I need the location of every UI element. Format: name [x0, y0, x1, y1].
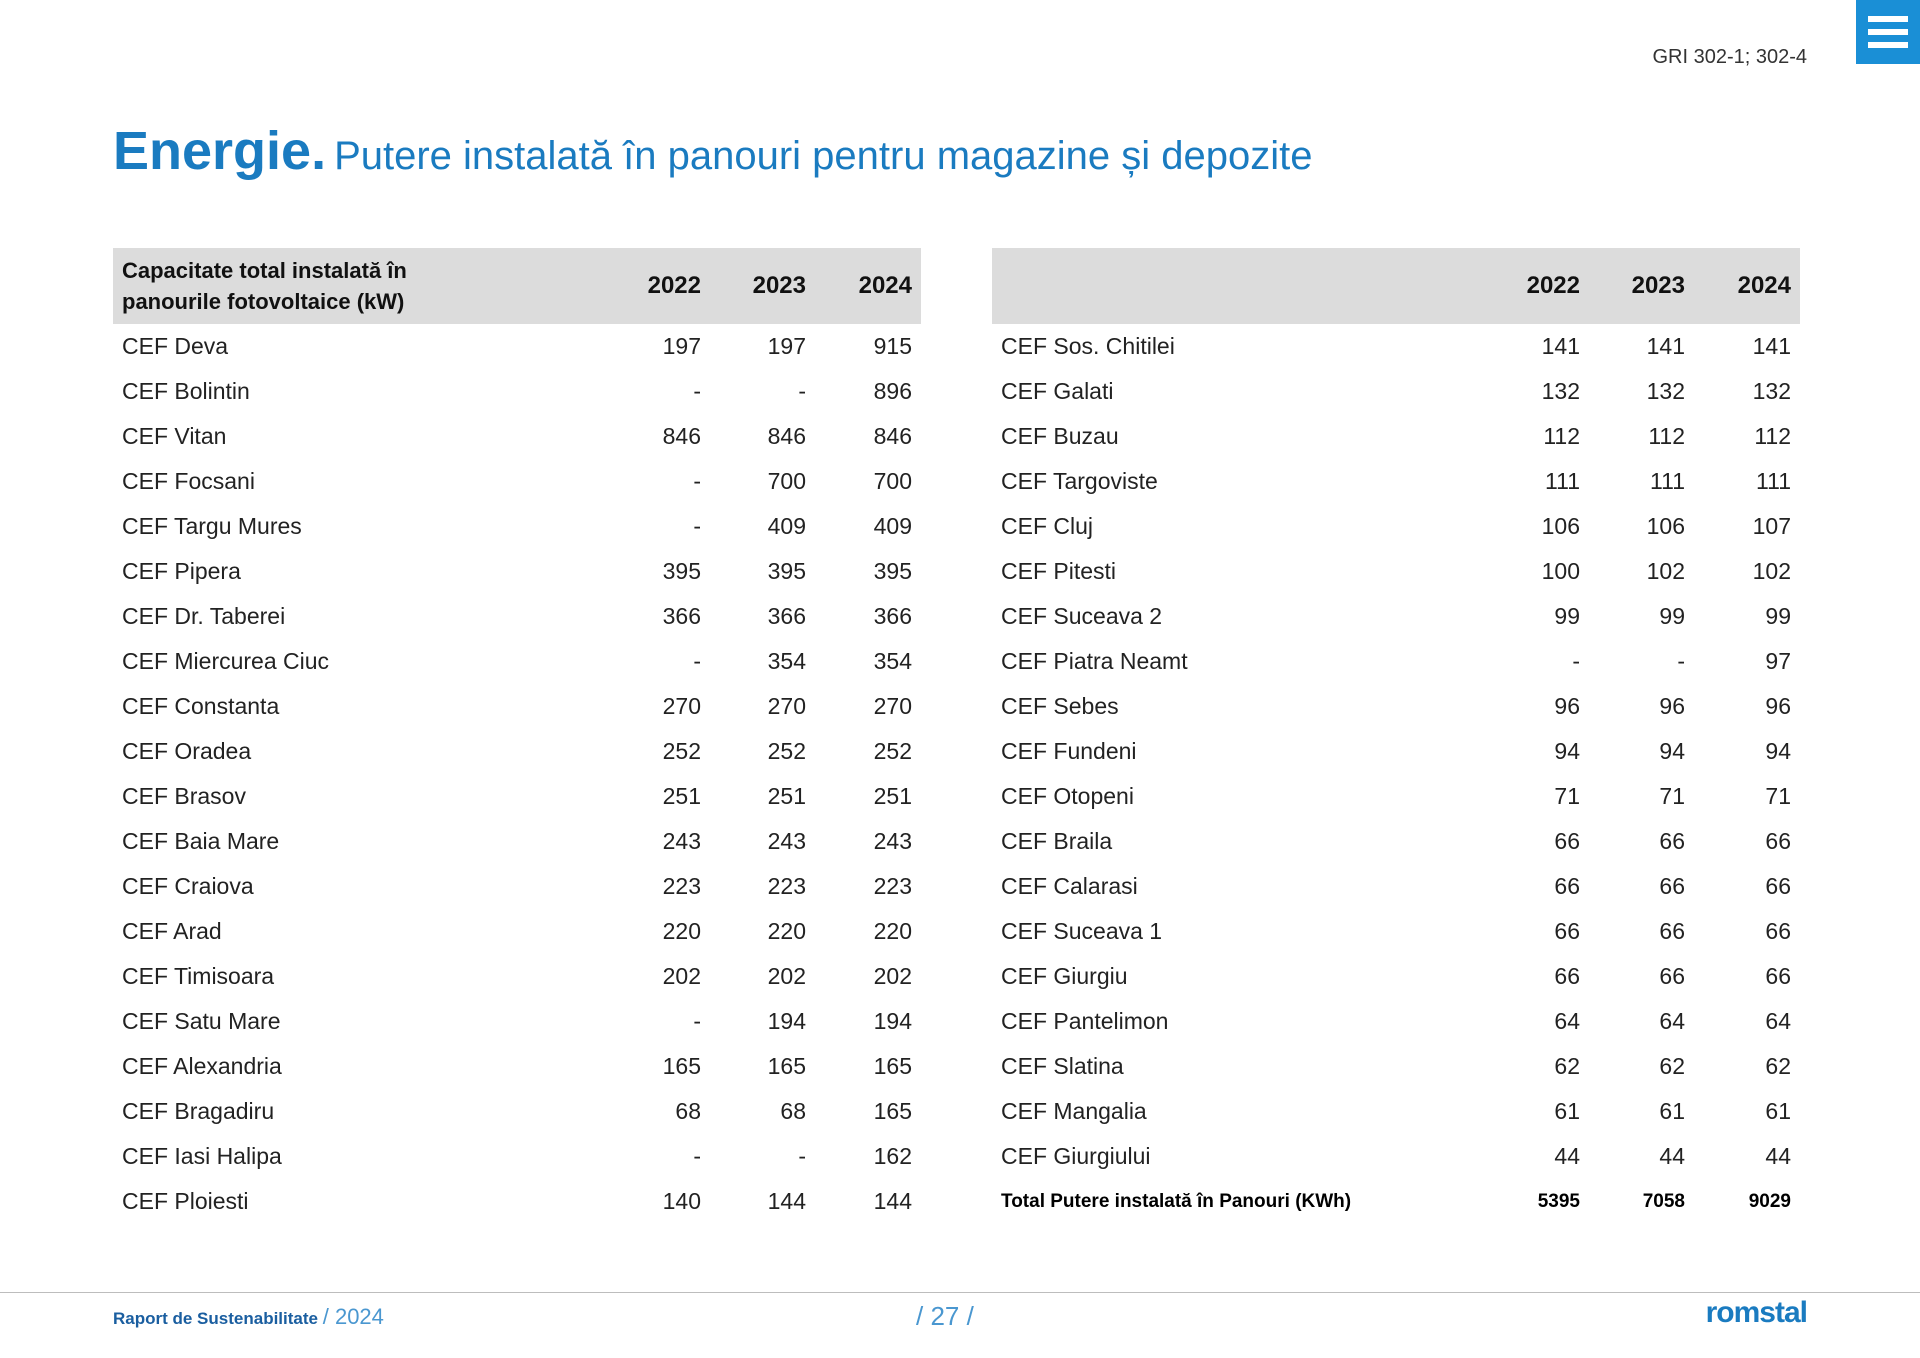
value-2023: 112	[1648, 423, 1685, 449]
value-2023: 194	[767, 1008, 806, 1034]
table-row	[992, 684, 1800, 729]
row-name: CEF Giurgiu	[1001, 963, 1128, 989]
table-row	[992, 324, 1800, 369]
value-2022: 223	[662, 873, 701, 899]
value-2022: 44	[1554, 1143, 1580, 1169]
value-2024: 61	[1765, 1098, 1791, 1124]
row-name: CEF Giurgiului	[1001, 1143, 1151, 1169]
value-2022: 100	[1541, 558, 1580, 584]
total-label: Total Putere instalată în Panouri (KWh)	[1001, 1190, 1352, 1212]
value-2023: 202	[767, 963, 806, 989]
value-2023: 132	[1646, 378, 1685, 404]
value-2024: 243	[873, 828, 912, 854]
value-2024: 112	[1754, 423, 1791, 449]
table-row	[992, 864, 1800, 909]
value-2022: 111	[1545, 468, 1580, 494]
value-2022: -	[693, 1008, 701, 1034]
value-2022: 243	[662, 828, 701, 854]
value-2023: 66	[1659, 963, 1685, 989]
value-2022: 71	[1554, 783, 1580, 809]
value-2022: -	[693, 513, 701, 539]
value-2023: 66	[1659, 918, 1685, 944]
row-name: CEF Mangalia	[1001, 1098, 1147, 1124]
value-2023: 243	[767, 828, 806, 854]
row-name: CEF Suceava 1	[1001, 918, 1163, 944]
row-name: CEF Vitan	[122, 423, 227, 449]
value-2024: 915	[873, 333, 912, 359]
total-row	[992, 1179, 1800, 1224]
value-2023: 99	[1659, 603, 1685, 629]
row-name: CEF Brasov	[122, 783, 246, 809]
row-name: CEF Targu Mures	[122, 513, 302, 539]
value-2024: 220	[873, 918, 912, 944]
value-2022: 96	[1554, 693, 1580, 719]
table-row	[992, 639, 1800, 684]
value-2022: 252	[662, 738, 701, 764]
row-name: CEF Galati	[1001, 378, 1114, 404]
year-header-2023: 2023	[752, 272, 806, 299]
table-row	[992, 999, 1800, 1044]
value-2024: 165	[873, 1053, 912, 1079]
row-name: CEF Pantelimon	[1001, 1008, 1169, 1034]
value-2024: 251	[873, 783, 912, 809]
value-2024: 846	[873, 423, 912, 449]
value-2022: 112	[1543, 423, 1580, 449]
table-row	[113, 774, 921, 819]
year-header-2024: 2024	[858, 272, 912, 299]
table-row	[113, 909, 921, 954]
value-2024: 700	[873, 468, 912, 494]
row-name: CEF Arad	[122, 918, 222, 944]
value-2022: 62	[1554, 1053, 1580, 1079]
value-2023: 68	[780, 1098, 806, 1124]
value-2024: 202	[873, 963, 912, 989]
row-name: CEF Bragadiru	[122, 1098, 275, 1124]
row-name: CEF Alexandria	[122, 1053, 282, 1079]
table-header-label: Capacitate total instalată în panourile fotovoltaice (kW)	[122, 258, 407, 314]
table-header-row	[992, 248, 1800, 324]
table-row	[992, 1089, 1800, 1134]
table-row	[113, 369, 921, 414]
value-2023: 44	[1659, 1143, 1685, 1169]
value-2023: 846	[767, 423, 806, 449]
value-2023: 111	[1650, 468, 1685, 494]
value-2024: 162	[873, 1143, 912, 1169]
report-year-sep: /	[322, 1304, 335, 1329]
value-2024: 94	[1765, 738, 1791, 764]
table-row	[113, 324, 921, 369]
value-2024: 66	[1765, 873, 1791, 899]
title-strong: Energie.	[113, 121, 327, 181]
value-2024: 141	[1752, 333, 1791, 359]
table-row	[113, 1134, 921, 1179]
row-name: CEF Miercurea Ciuc	[122, 648, 330, 674]
row-name: CEF Dr. Taberei	[122, 603, 286, 629]
value-2022: 202	[662, 963, 701, 989]
row-name: CEF Timisoara	[122, 963, 275, 989]
value-2024: 64	[1765, 1008, 1791, 1034]
value-2024: 354	[873, 648, 912, 674]
table-row	[113, 1179, 921, 1224]
row-name: CEF Targoviste	[1001, 468, 1158, 494]
table-header-row	[113, 248, 921, 324]
value-2022: -	[693, 468, 701, 494]
table-row	[992, 954, 1800, 999]
value-2023: 141	[1646, 333, 1685, 359]
value-2023: 409	[767, 513, 806, 539]
row-name: CEF Bolintin	[122, 378, 250, 404]
table-row	[113, 504, 921, 549]
value-2022: 141	[1541, 333, 1580, 359]
value-2022: 66	[1554, 963, 1580, 989]
page-number-value: 27	[930, 1301, 960, 1331]
value-2024: 252	[873, 738, 912, 764]
table-row	[992, 414, 1800, 459]
value-2024: 66	[1765, 918, 1791, 944]
row-name: CEF Pitesti	[1001, 558, 1117, 584]
value-2023: 106	[1646, 513, 1685, 539]
value-2022: 61	[1554, 1098, 1580, 1124]
value-2023: 197	[767, 333, 806, 359]
value-2023: 66	[1659, 828, 1685, 854]
value-2022: 132	[1541, 378, 1580, 404]
value-2022: 165	[662, 1053, 701, 1079]
row-name: CEF Constanta	[122, 693, 280, 719]
gri-reference: GRI 302-1; 302-4	[1652, 46, 1807, 68]
value-2022: 66	[1554, 918, 1580, 944]
value-2022: 66	[1554, 873, 1580, 899]
capacity-table-left	[113, 248, 921, 1224]
value-2024: 62	[1765, 1053, 1791, 1079]
page-number: / 27 /	[916, 1301, 974, 1331]
value-2023: 66	[1659, 873, 1685, 899]
value-2023: 144	[767, 1188, 806, 1214]
romstal-logo: romstal	[1705, 1296, 1807, 1329]
footer-divider	[0, 1292, 1920, 1293]
value-2022: 270	[662, 693, 701, 719]
value-2024: 71	[1765, 783, 1791, 809]
table-row	[113, 999, 921, 1044]
capacity-table-right	[992, 248, 1800, 1224]
total-2022: 5395	[1537, 1190, 1580, 1212]
table-row	[113, 864, 921, 909]
value-2024: 102	[1752, 558, 1791, 584]
row-name: CEF Baia Mare	[122, 828, 280, 854]
page-title	[113, 120, 1312, 182]
value-2024: 896	[873, 378, 912, 404]
value-2023: -	[1677, 648, 1685, 674]
value-2023: 366	[767, 603, 806, 629]
value-2024: 366	[873, 603, 912, 629]
value-2024: 97	[1765, 648, 1791, 674]
value-2022: 395	[662, 558, 701, 584]
row-name: CEF Ploiesti	[122, 1188, 249, 1214]
table-row	[113, 954, 921, 999]
report-name: Raport de Sustenabilitate	[113, 1309, 318, 1328]
value-2022: -	[1572, 648, 1580, 674]
value-2022: 99	[1554, 603, 1580, 629]
row-name: CEF Deva	[122, 333, 229, 359]
value-2024: 99	[1765, 603, 1791, 629]
title-light: Putere instalată în panouri pentru magazine și depozite	[334, 134, 1313, 178]
table-row	[992, 1044, 1800, 1089]
value-2023: 223	[767, 873, 806, 899]
value-2022: 106	[1541, 513, 1580, 539]
table-row	[992, 369, 1800, 414]
value-2024: 165	[873, 1098, 912, 1124]
value-2023: 102	[1646, 558, 1685, 584]
table-row	[113, 414, 921, 459]
table-header-label	[992, 248, 1484, 324]
value-2022: 68	[675, 1098, 701, 1124]
value-2022: -	[693, 378, 701, 404]
value-2024: 66	[1765, 963, 1791, 989]
table-row	[992, 729, 1800, 774]
table-row	[113, 549, 921, 594]
row-name: CEF Iasi Halipa	[122, 1143, 282, 1169]
value-2023: 71	[1659, 783, 1685, 809]
table-row	[113, 459, 921, 504]
value-2022: -	[693, 648, 701, 674]
footer-report	[113, 1304, 384, 1330]
value-2023: 700	[767, 468, 806, 494]
value-2023: 251	[767, 783, 806, 809]
value-2023: 252	[767, 738, 806, 764]
table-row	[992, 909, 1800, 954]
row-name: CEF Otopeni	[1001, 783, 1134, 809]
total-2024: 9029	[1748, 1190, 1791, 1212]
row-name: CEF Pipera	[122, 558, 241, 584]
row-name: CEF Cluj	[1001, 513, 1094, 539]
table-row	[992, 594, 1800, 639]
report-year: 2024	[334, 1304, 384, 1329]
row-name: CEF Piatra Neamt	[1001, 648, 1188, 674]
value-2024: 144	[873, 1188, 912, 1214]
value-2024: 66	[1765, 828, 1791, 854]
table-row	[113, 684, 921, 729]
value-2022: 140	[662, 1188, 701, 1214]
row-name: CEF Braila	[1001, 828, 1113, 854]
value-2024: 44	[1765, 1143, 1791, 1169]
value-2022: -	[693, 1143, 701, 1169]
menu-icon[interactable]	[1856, 0, 1920, 64]
value-2022: 251	[662, 783, 701, 809]
value-2023: -	[798, 378, 806, 404]
year-header-2022: 2022	[1526, 272, 1580, 299]
value-2024: 96	[1765, 693, 1791, 719]
value-2022: 94	[1554, 738, 1580, 764]
value-2024: 395	[873, 558, 912, 584]
table-row	[992, 504, 1800, 549]
row-name: CEF Satu Mare	[122, 1008, 281, 1034]
year-header-2024: 2024	[1737, 272, 1791, 299]
row-name: CEF Oradea	[122, 738, 252, 764]
table-row	[113, 1089, 921, 1134]
table-row	[992, 1134, 1800, 1179]
value-2024: 194	[873, 1008, 912, 1034]
value-2022: 366	[662, 603, 701, 629]
value-2022: 66	[1554, 828, 1580, 854]
value-2023: 270	[767, 693, 806, 719]
value-2023: 94	[1659, 738, 1685, 764]
value-2022: 64	[1554, 1008, 1580, 1034]
value-2024: 107	[1752, 513, 1791, 539]
value-2022: 846	[662, 423, 701, 449]
value-2023: 61	[1659, 1098, 1685, 1124]
table-row	[113, 639, 921, 684]
value-2024: 132	[1752, 378, 1791, 404]
table-row	[992, 459, 1800, 504]
row-name: CEF Slatina	[1001, 1053, 1124, 1079]
value-2024: 270	[873, 693, 912, 719]
value-2023: 165	[767, 1053, 806, 1079]
value-2022: 220	[662, 918, 701, 944]
table-row	[992, 819, 1800, 864]
row-name: CEF Buzau	[1001, 423, 1119, 449]
value-2023: 62	[1659, 1053, 1685, 1079]
table-row	[992, 774, 1800, 819]
table-row	[113, 594, 921, 639]
value-2022: 197	[662, 333, 701, 359]
row-name: CEF Sebes	[1001, 693, 1119, 719]
row-name: CEF Suceava 2	[1001, 603, 1163, 629]
total-2023: 7058	[1642, 1190, 1685, 1212]
year-header-2022: 2022	[647, 272, 701, 299]
table-row	[113, 729, 921, 774]
row-name: CEF Sos. Chitilei	[1001, 333, 1175, 359]
row-name: CEF Calarasi	[1001, 873, 1138, 899]
value-2023: 220	[767, 918, 806, 944]
table-row	[113, 1044, 921, 1089]
row-name: CEF Focsani	[122, 468, 255, 494]
value-2023: 354	[767, 648, 806, 674]
row-name: CEF Craiova	[122, 873, 254, 899]
value-2023: 395	[767, 558, 806, 584]
table-row	[113, 819, 921, 864]
value-2024: 223	[873, 873, 912, 899]
value-2024: 409	[873, 513, 912, 539]
value-2023: 96	[1659, 693, 1685, 719]
value-2023: 64	[1659, 1008, 1685, 1034]
table-row	[992, 549, 1800, 594]
value-2024: 111	[1756, 468, 1791, 494]
year-header-2023: 2023	[1631, 272, 1685, 299]
value-2023: -	[798, 1143, 806, 1169]
row-name: CEF Fundeni	[1001, 738, 1137, 764]
